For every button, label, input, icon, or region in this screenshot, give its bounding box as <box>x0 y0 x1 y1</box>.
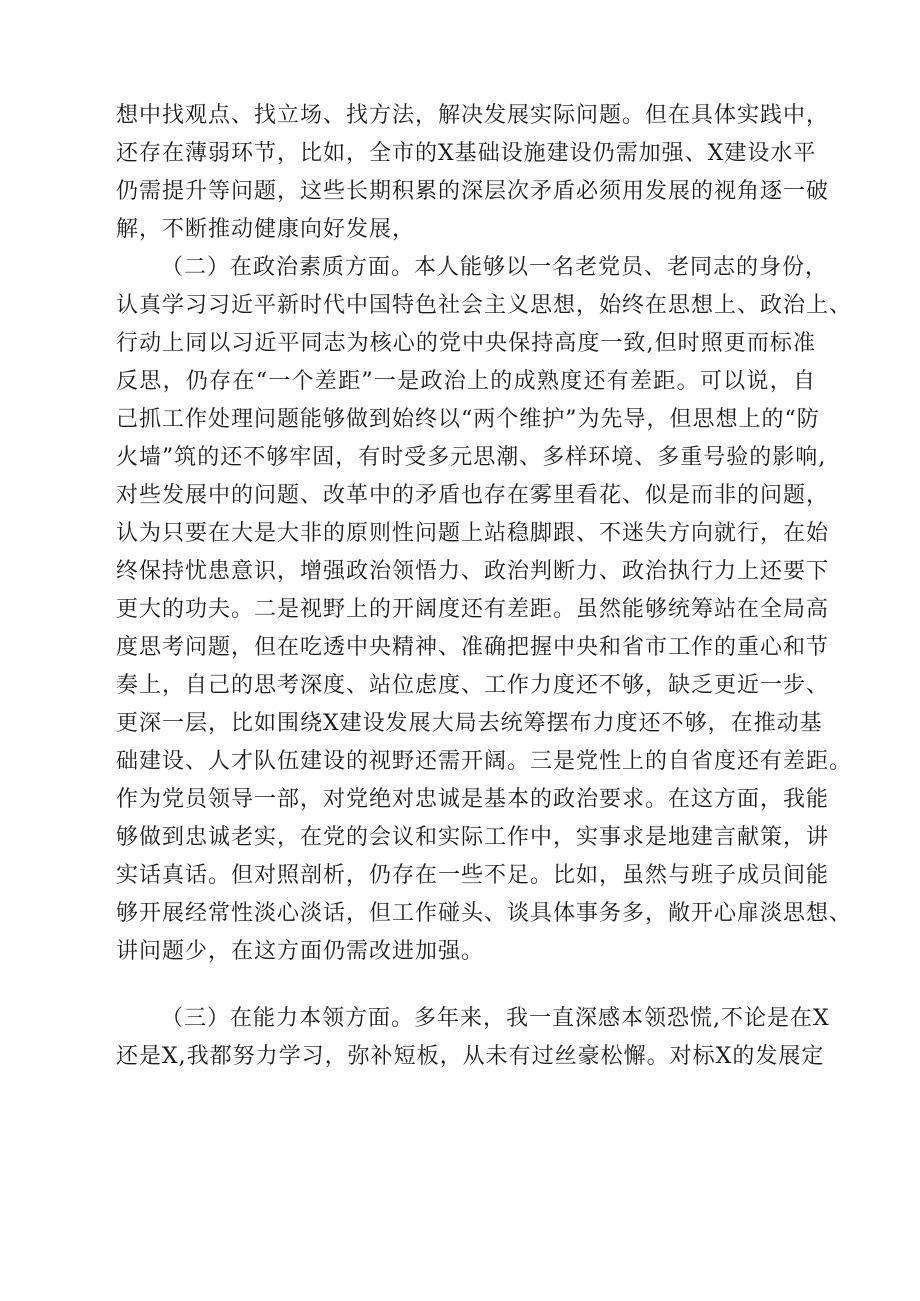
text-line: 己抓工作处理问题能够做到始终以“两个维护”为先导，但思想上的“防 <box>116 407 820 432</box>
text-line: 认真学习习近平新时代中国特色社会主义思想，始终在思想上、政治上、 <box>116 293 853 318</box>
text-line: 更大的功夫。二是视野上的开阔度还有差距。虽然能够统筹站在全局高 <box>116 597 830 622</box>
paragraph-gap <box>116 971 816 1000</box>
text-line: 够做到忠诚老实，在党的会议和实际工作中，实事求是地建言献策，讲 <box>116 825 830 850</box>
text-line: 还存在薄弱环节，比如，全市的X基础设施建设仍需加强、X建设水平 <box>116 141 817 166</box>
text-line: 反思，仍存在“一个差距”一是政治上的成熟度还有差距。可以说，自 <box>116 369 816 394</box>
text-line: 作为党员领导一部，对党绝对忠诚是基本的政治要求。在这方面，我能 <box>116 787 830 812</box>
text-line: 础建设、人才队伍建设的视野还需开阔。三是党性上的自省度还有差距。 <box>116 749 853 774</box>
text-line: 实话真话。但对照剖析，仍存在一些不足。比如，虽然与班子成员间能 <box>116 863 830 888</box>
text-line: （三）在能力本领方面。多年来，我一直深感本领恐慌,不论是在X <box>161 1006 830 1031</box>
text-line: 认为只要在大是大非的原则性问题上站稳脚跟、不迷失方向就行，在始 <box>116 521 830 546</box>
text-line: 奏上，自己的思考深度、站位虑度、工作力度还不够，缺乏更近一步、 <box>116 673 830 698</box>
text-line: 讲问题少，在这方面仍需改进加强。 <box>116 939 485 964</box>
text-line: 还是X,我都努力学习，弥补短板，从未有过丝豪松懈。对标X的发展定 <box>116 1044 825 1069</box>
text-line: 度思考问题，但在吃透中央精神、准确把握中央和省市工作的重心和节 <box>116 635 830 660</box>
text-line: 更深一层，比如围绕X建设发展大局去统筹摆布力度还不够，在推动基 <box>116 711 823 736</box>
text-line: 对些发展中的问题、改革中的矛盾也存在雾里看花、似是而非的问题， <box>116 483 830 508</box>
text-line: 想中找观点、找立场、找方法，解决发展实际问题。但在具体实践中， <box>116 103 830 128</box>
document-body <box>116 97 853 1076</box>
text-line: 够开展经常性淡心淡话，但工作碰头、谈具体事务多，敞开心扉淡思想、 <box>116 901 853 926</box>
text-line: （二）在政治素质方面。本人能够以一名老党员、老同志的身份， <box>161 255 829 280</box>
paragraph-3 <box>116 1000 830 1076</box>
text-line: 终保持忧患意识，增强政治领悟力、政治判断力、政治执行力上还要下 <box>116 559 830 584</box>
text-line: 行动上同以习近平同志为核心的党中央保持高度一致,但时照更而标准 <box>116 331 816 356</box>
paragraph-1 <box>116 97 830 249</box>
text-line: 解，不断推动健康向好发展， <box>116 217 416 242</box>
text-line: 仍需提升等问题，这些长期积累的深层次矛盾必须用发展的视角逐一破 <box>116 179 830 204</box>
text-line: 火墙”筑的还不够牢固，有时受多元思潮、多样环境、多重号验的影响, <box>116 445 827 470</box>
paragraph-2 <box>116 249 853 971</box>
